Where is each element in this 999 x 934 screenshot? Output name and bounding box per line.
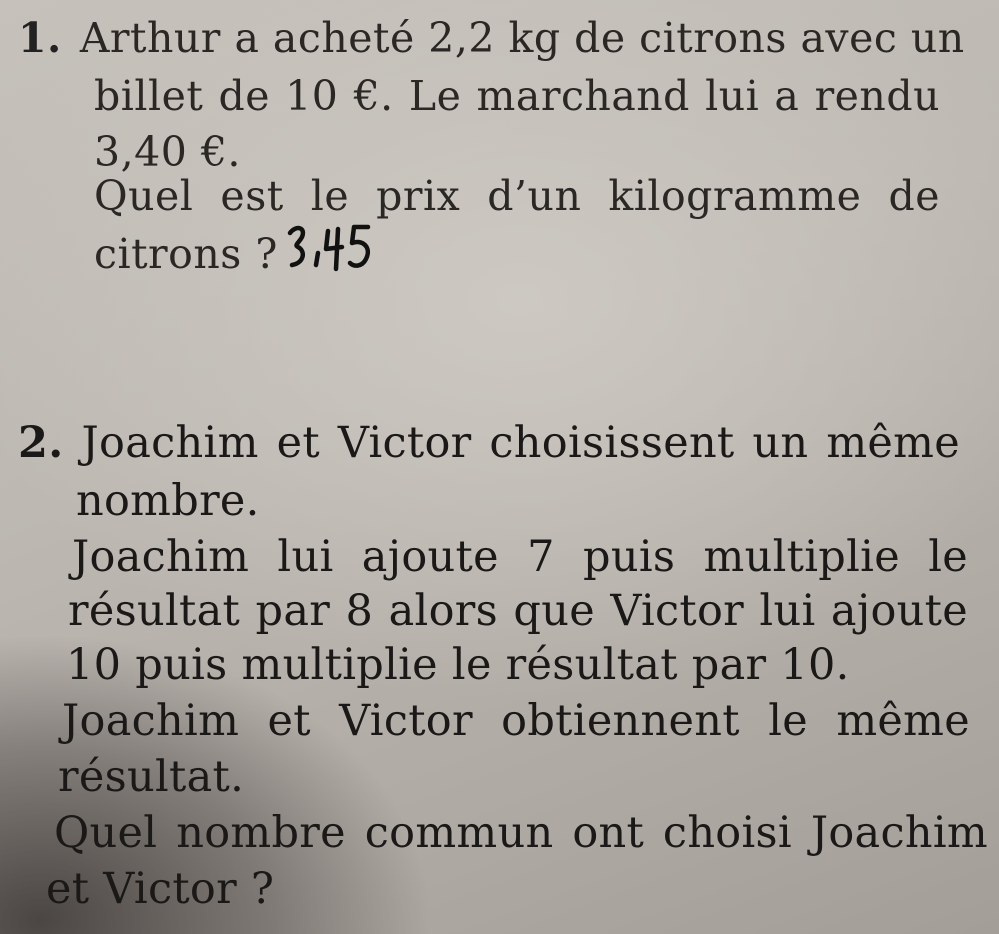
exercise-1-text-3: 3,40 €. bbox=[94, 128, 241, 176]
exercise-2-line-8 bbox=[54, 808, 988, 858]
exercise-2-text-1: Joachim et Victor choisissent un même bbox=[81, 418, 960, 468]
exercise-1-text-5: citrons ? bbox=[94, 230, 278, 278]
exercise-1-line-1-text bbox=[80, 14, 965, 62]
exercise-1-line-1 bbox=[18, 14, 965, 62]
exercise-1-line-5 bbox=[94, 230, 278, 278]
exercise-2-line-7 bbox=[58, 752, 244, 802]
exercise-2-text-2: nombre. bbox=[76, 476, 260, 526]
exercise-1-line-2 bbox=[94, 72, 940, 120]
exercise-1-line-3 bbox=[94, 128, 241, 176]
exercise-2-text-9: et Victor ? bbox=[46, 864, 275, 914]
exercise-1-text-1: Arthur a acheté 2,2 kg de citrons avec un bbox=[79, 14, 965, 62]
exercise-2-line-1 bbox=[18, 418, 960, 468]
exercise-2-text-6: Joachim et Victor obtiennent le même bbox=[62, 696, 970, 746]
exercise-2-line-2 bbox=[76, 476, 260, 526]
exercise-1-text-2: billet de 10 €. Le marchand lui a rendu bbox=[94, 72, 940, 120]
exercise-2-text-8: Quel nombre commun ont choisi Joachim bbox=[54, 808, 988, 858]
exercise-1-text-4: Quel est le prix d’un kilogramme de bbox=[94, 172, 940, 220]
exercise-2-text-4: résultat par 8 alors que Victor lui ajoute bbox=[68, 586, 968, 636]
exercise-2-text-5: 10 puis multiplie le résultat par 10. bbox=[66, 640, 850, 690]
exercise-2-line-6 bbox=[62, 696, 970, 746]
exercise-2-text-3: Joachim lui ajoute 7 puis multiplie le bbox=[72, 532, 968, 582]
handwritten-answer bbox=[286, 219, 376, 275]
exercise-2-text-7: résultat. bbox=[58, 752, 245, 802]
exercise-1-number: 1. bbox=[18, 14, 62, 62]
exercise-1-line-4 bbox=[94, 172, 940, 220]
exercise-2-line-4 bbox=[68, 586, 968, 636]
exercise-2-line-3 bbox=[72, 532, 968, 582]
exercise-2-number: 2. bbox=[18, 418, 64, 468]
exercise-2-line-1-wrap bbox=[82, 418, 961, 468]
exercise-2-line-9 bbox=[46, 864, 274, 914]
exercise-2-line-5 bbox=[66, 640, 850, 690]
